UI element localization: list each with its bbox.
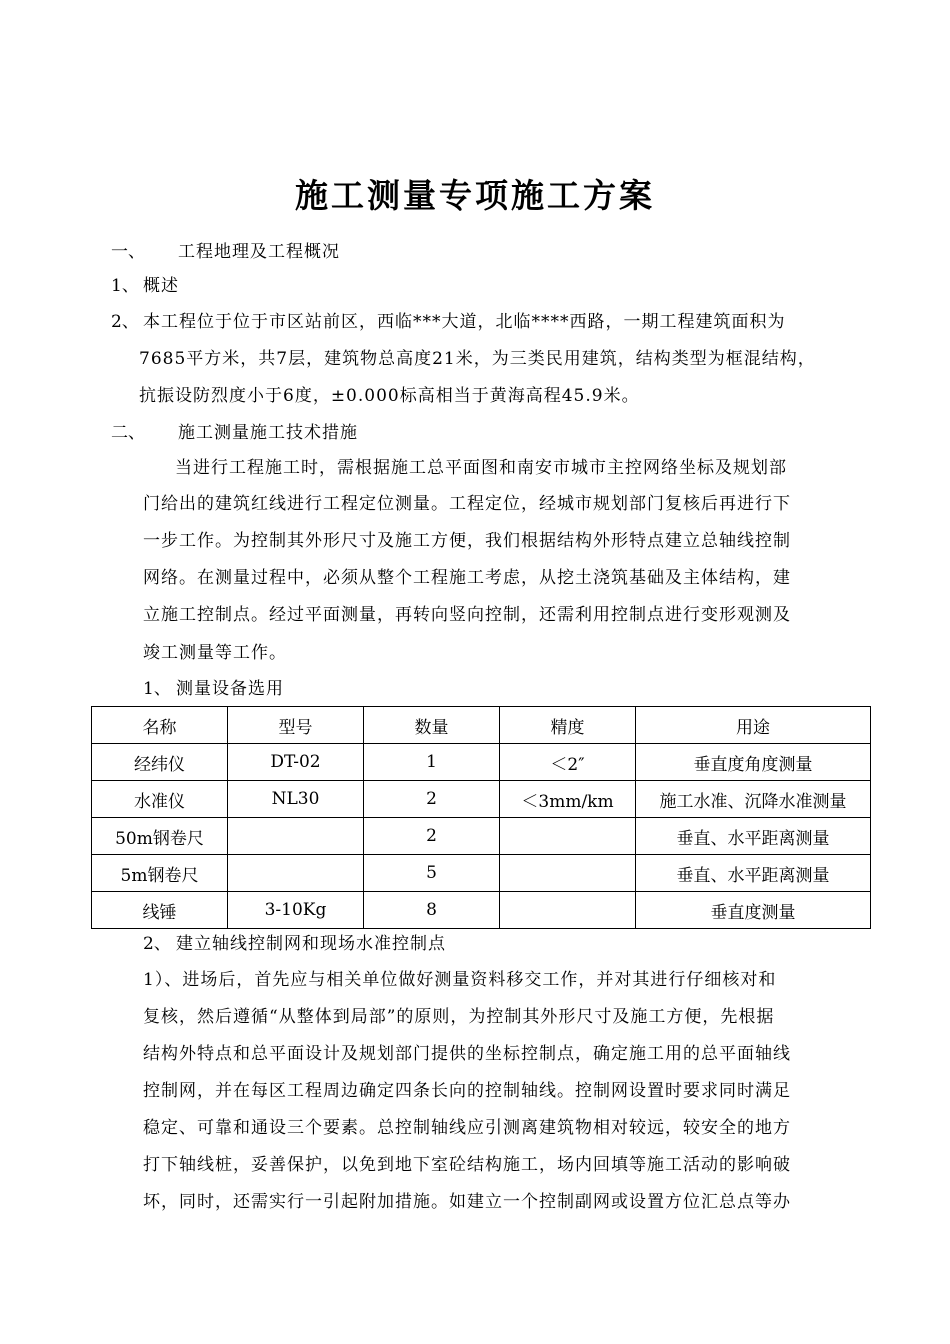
item-2-number: 2、 (111, 312, 139, 332)
table-cell: 垂直、水平距离测量 (636, 855, 871, 892)
section-1-number: 一、 (111, 242, 145, 262)
sub-2-paragraph-line: 复核，然后遵循“从整体到局部”的原则，为控制其外形尺寸及施工方便，先根据 (143, 1007, 775, 1027)
sub-2-paragraph-line: 结构外特点和总平面设计及规划部门提供的坐标控制点，确定施工用的总平面轴线 (143, 1044, 791, 1064)
sub-2-paragraph-line: 打下轴线桩，妥善保护，以免到地下室砼结构施工，场内回填等施工活动的影响破 (143, 1155, 791, 1175)
table-row (92, 818, 871, 855)
table-cell: ＜2″ (500, 744, 636, 781)
section-2-number: 二、 (111, 423, 145, 443)
header-quantity: 数量 (364, 707, 500, 744)
paragraph-line: 门给出的建筑红线进行工程定位测量。工程定位，经城市规划部门复核后再进行下 (143, 494, 791, 514)
table-cell: 线锤 (92, 892, 228, 929)
sub-2-number: 2、 (143, 934, 171, 954)
paragraph-line: 立施工控制点。经过平面测量，再转向竖向控制，还需利用控制点进行变形观测及 (143, 605, 791, 625)
item-1-number: 1、 (111, 276, 139, 296)
table-cell: 5 (364, 855, 500, 892)
paragraph-line: 一步工作。为控制其外形尺寸及施工方便，我们根据结构外形特点建立总轴线控制 (143, 531, 791, 551)
table-cell: NL30 (228, 781, 364, 818)
paragraph-line: 竣工测量等工作。 (143, 643, 287, 663)
table-cell: 8 (364, 892, 500, 929)
table-cell: 垂直度角度测量 (636, 744, 871, 781)
section-2-heading: 施工测量施工技术措施 (178, 423, 358, 443)
table-cell: DT-02 (228, 744, 364, 781)
equipment-table (91, 706, 871, 929)
item-1-text: 概述 (143, 276, 179, 296)
sub-2-paragraph-line: 1）、进场后，首先应与相关单位做好测量资料移交工作，并对其进行仔细核对和 (143, 970, 777, 990)
table-cell: 3-10Kg (228, 892, 364, 929)
item-2-line: 本工程位于位于市区站前区，西临***大道，北临****西路，一期工程建筑面积为 (143, 312, 786, 332)
table-cell (500, 818, 636, 855)
header-name: 名称 (92, 707, 228, 744)
sub-2-paragraph-line: 稳定、可靠和通设三个要素。总控制轴线应引测离建筑物相对较远，较安全的地方 (143, 1118, 791, 1138)
item-2-line: 7685平方米，共7层，建筑物总高度21米，为三类民用建筑，结构类型为框混结构， (139, 349, 816, 369)
table-header-row (92, 707, 871, 744)
table-cell: 5m钢卷尺 (92, 855, 228, 892)
table-cell: 2 (364, 818, 500, 855)
table-cell: 垂直度测量 (636, 892, 871, 929)
table-cell: 经纬仪 (92, 744, 228, 781)
table-cell (228, 818, 364, 855)
sub-2-heading: 建立轴线控制网和现场水准控制点 (176, 934, 446, 954)
table-cell: 50m钢卷尺 (92, 818, 228, 855)
table-cell (228, 855, 364, 892)
table-row (92, 781, 871, 818)
table-row (92, 744, 871, 781)
table-cell (500, 855, 636, 892)
table-cell: 施工水准、沉降水准测量 (636, 781, 871, 818)
table-cell: 垂直、水平距离测量 (636, 818, 871, 855)
sub-1-number: 1、 (143, 679, 171, 699)
header-usage: 用途 (636, 707, 871, 744)
sub-2-paragraph-line: 坏，同时，还需实行一引起附加措施。如建立一个控制副网或设置方位汇总点等办 (143, 1192, 791, 1212)
page-title: 施工测量专项施工方案 (295, 176, 655, 215)
sub-2-paragraph-line: 控制网，并在每区工程周边确定四条长向的控制轴线。控制网设置时要求同时满足 (143, 1081, 791, 1101)
paragraph-line: 当进行工程施工时，需根据施工总平面图和南安市城市主控网络坐标及规划部 (175, 458, 787, 478)
table-cell (500, 892, 636, 929)
table-cell: 1 (364, 744, 500, 781)
table-cell: 水准仪 (92, 781, 228, 818)
table-row (92, 892, 871, 929)
sub-1-heading: 测量设备选用 (176, 679, 284, 699)
item-2-line: 抗振设防烈度小于6度，±0.000标高相当于黄海高程45.9米。 (139, 386, 640, 406)
paragraph-line: 网络。在测量过程中，必须从整个工程施工考虑，从挖土浇筑基础及主体结构，建 (143, 568, 791, 588)
table-cell: 2 (364, 781, 500, 818)
table-row (92, 855, 871, 892)
table-cell: ＜3mm/km (500, 781, 636, 818)
header-model: 型号 (228, 707, 364, 744)
header-precision: 精度 (500, 707, 636, 744)
section-1-heading: 工程地理及工程概况 (178, 242, 340, 262)
